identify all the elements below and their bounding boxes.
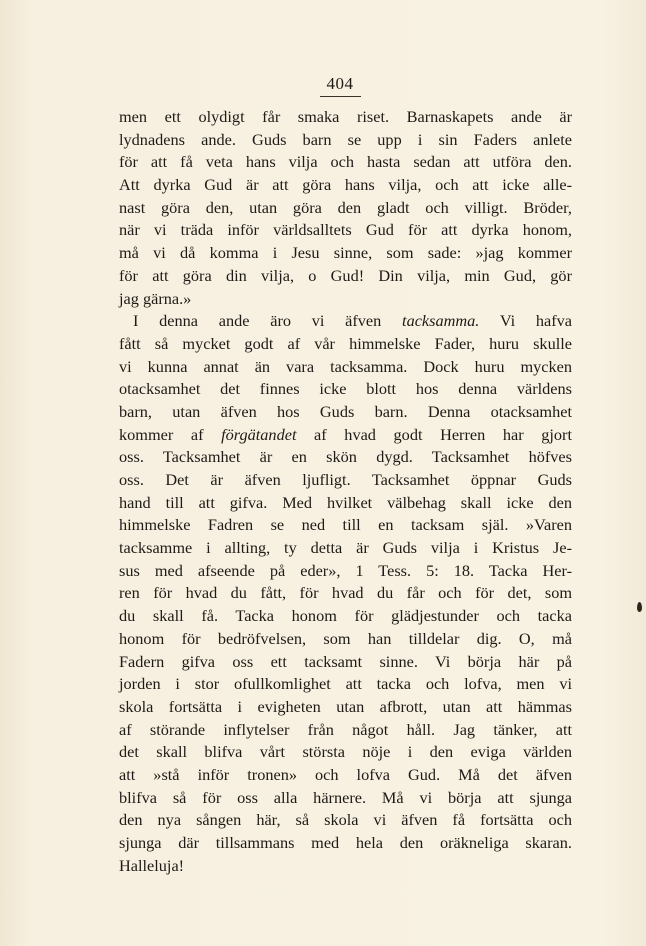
text-segment: att »stå inför tronen» och lofva Gud. Må det äfven xyxy=(119,764,572,784)
text-segment: Att dyrka Gud är att göra hans vilja, och att icke alle- xyxy=(119,175,572,195)
text-segment: nast göra den, utan göra den gladt och villigt. Bröder, xyxy=(119,197,572,217)
text-line xyxy=(119,151,572,174)
text-segment: kommer af xyxy=(119,424,222,444)
text-segment: du skall få. Tacka honom för glädjestunder och tacka xyxy=(119,606,572,626)
text-line xyxy=(119,787,572,810)
text-line xyxy=(119,537,572,560)
text-line xyxy=(119,764,572,787)
text-segment: det skall blifva vårt största nöje i den eviga världen xyxy=(119,742,572,762)
text-line xyxy=(119,809,572,832)
text-segment: ren för hvad du fått, för hvad du får och för det, som xyxy=(119,583,572,603)
text-segment: Vi hafva xyxy=(479,311,573,331)
text-segment: för att få veta hans vilja och hasta sedan att utföra den. xyxy=(119,152,572,172)
text-segment: I denna ande äro vi äfven xyxy=(133,311,403,331)
text-segment: oss. Det är äfven ljufligt. Tacksamhet öppnar Guds xyxy=(119,470,572,489)
text-line xyxy=(119,832,572,855)
text-line xyxy=(119,242,572,265)
text-line xyxy=(119,855,572,878)
text-line xyxy=(119,174,572,197)
text-line xyxy=(119,628,572,651)
text-line xyxy=(119,492,572,515)
page-number: 404 xyxy=(326,74,354,93)
text-segment: skola fortsätta i evigheten utan afbrott, utan att hämmas xyxy=(119,696,572,716)
text-line xyxy=(119,696,572,719)
italic-text: tacksamma. xyxy=(402,311,480,331)
text-segment: den nya sången här, så skola vi äfven få fortsätta och xyxy=(119,810,572,830)
text-segment: när vi träda inför världsalltets Gud för att dyrka honom, xyxy=(119,220,572,240)
text-line xyxy=(119,605,572,628)
text-segment: himmelske Fadren se ned till en tacksam själ. »Varen xyxy=(119,515,572,535)
text-segment: af störande inflytelser från något håll. Jag tänker, att xyxy=(119,719,572,739)
text-line xyxy=(119,129,572,152)
text-segment: barn, utan äfven hos Guds barn. Denna otacksamhet xyxy=(119,401,572,421)
text-segment: Halleluja! xyxy=(119,855,185,875)
text-segment: må vi då komma i Jesu sinne, som sade: »jag kommer xyxy=(119,243,572,263)
text-segment: men ett olydigt får smaka riset. Barnaskapets ande är xyxy=(119,107,572,126)
text-line xyxy=(119,401,572,424)
text-segment: oss. Tacksamhet är en skön dygd. Tacksamhet höfves xyxy=(119,447,572,467)
body-text xyxy=(119,106,572,877)
text-segment: Fadern gifva oss ett tacksamt sinne. Vi börja här på xyxy=(119,651,572,671)
text-segment: jorden i stor ofullkomlighet att tacka och lofva, men vi xyxy=(119,674,572,694)
text-line xyxy=(119,651,572,674)
text-line xyxy=(119,333,572,356)
page-number-rule xyxy=(320,96,361,97)
text-line xyxy=(119,469,572,492)
text-segment: lydnadens ande. Guds barn se upp i sin Faders anlete xyxy=(119,129,572,149)
text-line xyxy=(119,446,572,469)
text-line xyxy=(119,741,572,764)
text-segment: sjunga där tillsammans med hela den oräkneliga skaran. xyxy=(119,833,572,852)
text-segment: sus med afseende på eder», 1 Tess. 5: 18. Tacka Her- xyxy=(119,560,572,580)
margin-ink-mark xyxy=(637,602,642,612)
text-line xyxy=(119,356,572,379)
text-segment: tacksamme i allting, ty detta är Guds vilja i Kristus Je- xyxy=(119,538,572,558)
text-line xyxy=(119,560,572,583)
text-line xyxy=(119,719,572,742)
text-segment: jag gärna.» xyxy=(119,288,192,308)
text-segment: otacksamhet det finnes icke blott hos denna världens xyxy=(119,379,572,399)
text-segment: hand till att gifva. Med hvilket välbehag skall icke den xyxy=(119,492,572,512)
text-segment: fått så mycket godt af vår himmelske Fader, huru skulle xyxy=(119,333,572,353)
text-segment: blifva så för oss alla härnere. Må vi börja att sjunga xyxy=(119,787,572,807)
text-line xyxy=(119,310,572,333)
text-line xyxy=(119,582,572,605)
text-line xyxy=(119,673,572,696)
text-line xyxy=(119,424,572,447)
text-line xyxy=(119,219,572,242)
italic-text: förgätandet xyxy=(221,424,297,444)
text-line xyxy=(119,514,572,537)
text-line xyxy=(119,106,572,129)
text-segment: honom för bedröfvelsen, som han tilldelar dig. O, må xyxy=(119,628,572,648)
text-line xyxy=(119,265,572,288)
text-segment: för att göra din vilja, o Gud! Din vilja, min Gud, gör xyxy=(119,265,572,285)
text-line xyxy=(119,288,572,311)
text-line xyxy=(119,197,572,220)
text-line xyxy=(119,378,572,401)
text-segment: vi kunna annat än vara tacksamma. Dock huru mycken xyxy=(119,356,572,376)
text-segment: af hvad godt Herren har gjort xyxy=(296,424,572,444)
